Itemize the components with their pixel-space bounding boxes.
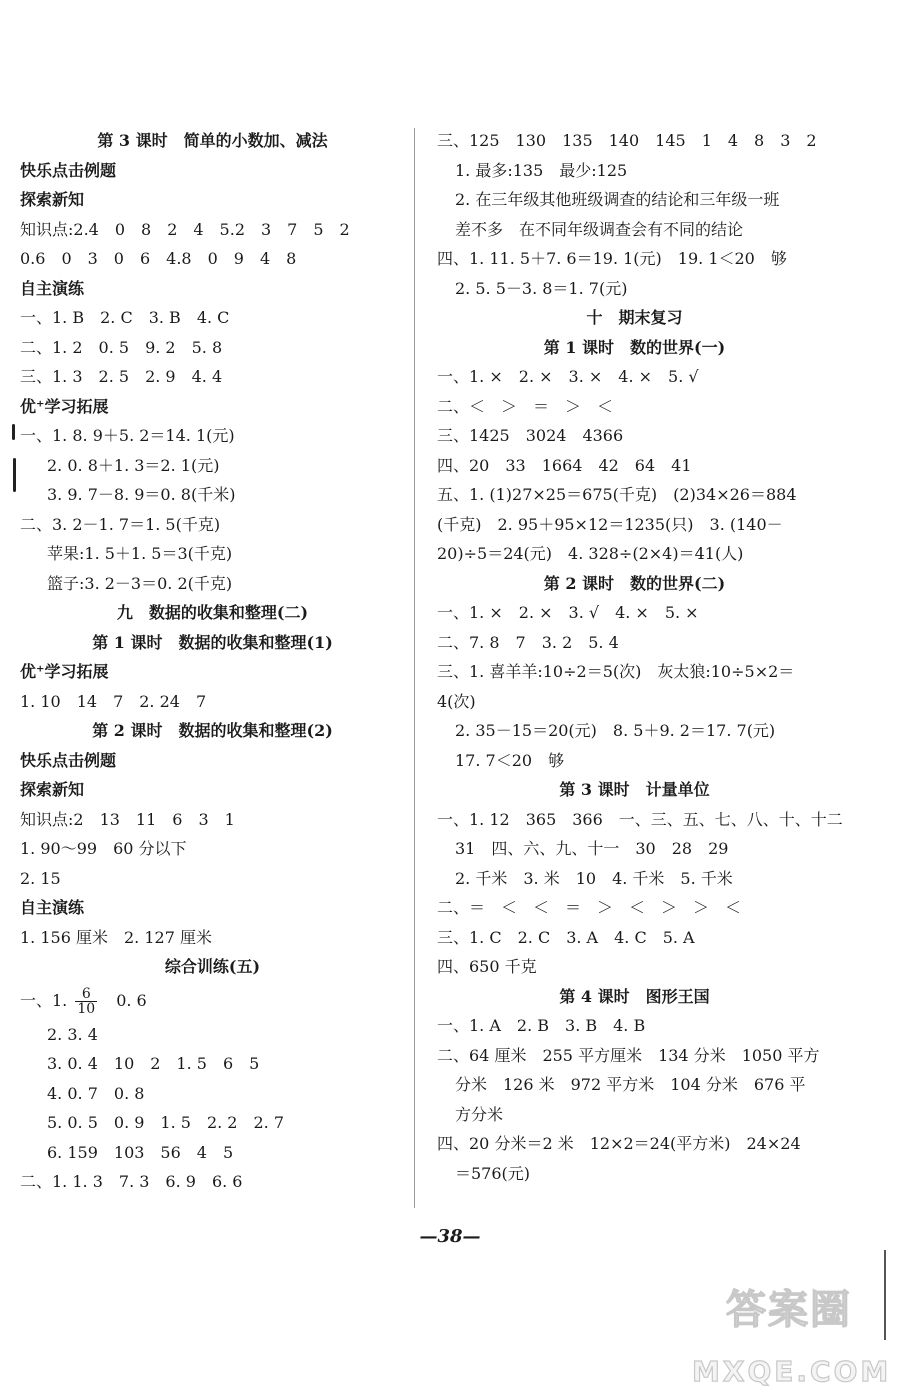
answer-line: 一、1. × 2. × 3. × 4. × 5. √ bbox=[437, 367, 699, 386]
answer-line: 17. 7＜20 够 bbox=[455, 750, 565, 770]
watermark bbox=[692, 1278, 892, 1388]
section-heading: 第 1 课时 数据的收集和整理(1) bbox=[92, 632, 333, 652]
answer-line: 1. 10 14 7 2. 24 7 bbox=[20, 691, 207, 711]
answer-line: 方分米 bbox=[455, 1104, 504, 1124]
answer-line: 3. 9. 7－8. 9＝0. 8(千米) bbox=[47, 485, 236, 504]
answer-line: 差不多 在不同年级调查会有不同的结论 bbox=[455, 219, 744, 239]
subheading: 探索新知 bbox=[20, 190, 85, 209]
answer-line: 1. 最多:135 最少:125 bbox=[455, 160, 628, 180]
answer-line: 一、1. A 2. B 3. B 4. B bbox=[437, 1016, 646, 1035]
section-heading: 九 数据的收集和整理(二) bbox=[116, 603, 309, 622]
answer-line: 四、20 33 1664 42 64 41 bbox=[437, 455, 692, 475]
subheading: 优⁺学习拓展 bbox=[20, 662, 109, 681]
answer-line: 二、1. 2 0. 5 9. 2 5. 8 bbox=[20, 337, 223, 357]
answer-line: 五、1. (1)27×25＝675(千克) (2)34×26＝884 bbox=[437, 485, 797, 504]
answer-line: 四、20 分米＝2 米 12×2＝24(平方米) 24×24 bbox=[437, 1134, 801, 1153]
answer-line: 三、1. 3 2. 5 2. 9 4. 4 bbox=[20, 367, 223, 386]
pen-mark bbox=[13, 458, 16, 492]
answer-line: 4. 0. 7 0. 8 bbox=[47, 1083, 145, 1103]
section-heading: 综合训练(五) bbox=[164, 957, 261, 976]
answer-line: 二、3. 2－1. 7＝1. 5(千克) bbox=[20, 514, 221, 534]
answer-line: 一、1. × 2. × 3. √ 4. × 5. × bbox=[437, 603, 699, 622]
answer-line: 5. 0. 5 0. 9 1. 5 2. 2 2. 7 bbox=[47, 1113, 285, 1132]
subheading: 快乐点击例题 bbox=[20, 750, 117, 770]
watermark-bottom: MXQE.COM bbox=[692, 1355, 892, 1388]
section-heading: 十 期末复习 bbox=[586, 308, 683, 327]
answer-line: 知识点:2.4 0 8 2 4 5.2 3 7 5 2 bbox=[20, 219, 350, 239]
answer-line: 4(次) bbox=[437, 691, 476, 711]
answer-line: 三、1425 3024 4366 bbox=[437, 426, 624, 445]
answer-line: 2. 35－15＝20(元) 8. 5＋9. 2＝17. 7(元) bbox=[455, 721, 776, 740]
section-heading: 第 2 课时 数的世界(二) bbox=[543, 573, 726, 593]
fraction-line: 一、1. $\frac{6}{10}$ 0. 6 bbox=[20, 985, 147, 1017]
answer-line: 2. 5. 5－3. 8＝1. 7(元) bbox=[455, 278, 628, 298]
answer-line: 分米 126 米 972 平方米 104 分米 676 平 bbox=[455, 1075, 806, 1094]
section-heading: 第 1 课时 数的世界(一) bbox=[543, 337, 726, 357]
answer-line: 二、64 厘米 255 平方厘米 134 分米 1050 平方 bbox=[437, 1045, 820, 1065]
answer-line: 1. 156 厘米 2. 127 厘米 bbox=[20, 927, 212, 947]
answer-line: 1. 90～99 60 分以下 bbox=[20, 839, 187, 858]
section-heading: 第 3 课时 计量单位 bbox=[559, 780, 710, 799]
pen-mark bbox=[12, 424, 15, 440]
answer-line: 3. 0. 4 10 2 1. 5 6 5 bbox=[47, 1054, 260, 1073]
answer-line: 二、＝ ＜ ＜ ＝ ＞ ＜ ＞ ＞ ＜ bbox=[437, 898, 742, 917]
watermark-top: 答案圈 bbox=[726, 1287, 852, 1333]
subheading: 优⁺学习拓展 bbox=[20, 396, 109, 416]
section-heading: 第 3 课时 简单的小数加、减法 bbox=[97, 131, 328, 150]
answer-line: 三、1. 喜羊羊:10÷2＝5(次) 灰太狼:10÷5×2＝ bbox=[437, 662, 795, 681]
answer-line: 四、1. 11. 5＋7. 6＝19. 1(元) 19. 1＜20 够 bbox=[437, 249, 787, 268]
answer-line: 2. 15 bbox=[20, 868, 61, 888]
answer-line: 苹果:1. 5＋1. 5＝3(千克) bbox=[47, 544, 233, 563]
left-column bbox=[20, 126, 405, 1197]
answer-line: 知识点:2 13 11 6 3 1 bbox=[20, 809, 235, 829]
answer-line: 20)÷5＝24(元) 4. 328÷(2×4)＝41(人) bbox=[437, 544, 744, 563]
column-divider bbox=[414, 128, 415, 1208]
fraction: $\frac{6}{10}$ bbox=[77, 985, 96, 1017]
answer-line: (千克) 2. 95＋95×12＝1235(只) 3. (140－ bbox=[437, 514, 783, 534]
answer-line: 三、1. C 2. C 3. A 4. C 5. A bbox=[437, 927, 695, 947]
answer-line: 2. 千米 3. 米 10 4. 千米 5. 千米 bbox=[455, 868, 733, 888]
answer-line: ＝576(元) bbox=[455, 1163, 531, 1183]
answer-line: 二、1. 1. 3 7. 3 6. 9 6. 6 bbox=[20, 1172, 243, 1191]
answer-line: 6. 159 103 56 4 5 bbox=[47, 1142, 234, 1162]
subheading: 自主演练 bbox=[20, 898, 85, 917]
answer-line: 31 四、六、九、十一 30 28 29 bbox=[455, 839, 729, 858]
page-number: —38— bbox=[419, 1226, 481, 1247]
answer-line: 一、1. 12 365 366 一、三、五、七、八、十、十二 bbox=[437, 809, 843, 829]
answer-line: 四、650 千克 bbox=[437, 957, 537, 976]
right-column bbox=[437, 126, 843, 1188]
subheading: 自主演练 bbox=[20, 278, 85, 298]
answer-line: 一、1. B 2. C 3. B 4. C bbox=[20, 308, 230, 327]
answer-line: 三、125 130 135 140 145 1 4 8 3 2 bbox=[437, 131, 817, 150]
subheading: 快乐点击例题 bbox=[20, 160, 117, 180]
answer-line: 2. 在三年级其他班级调查的结论和三年级一班 bbox=[455, 190, 780, 209]
answer-line: 2. 0. 8＋1. 3＝2. 1(元) bbox=[47, 455, 220, 475]
answer-line: 0.6 0 3 0 6 4.8 0 9 4 8 bbox=[20, 249, 297, 268]
subheading: 探索新知 bbox=[20, 780, 85, 799]
answer-line: 篮子:3. 2－3＝0. 2(千克) bbox=[47, 573, 233, 593]
answer-line: 一、1. 8. 9＋5. 2＝14. 1(元) bbox=[20, 426, 235, 445]
answer-line: 2. 3. 4 bbox=[47, 1024, 98, 1044]
section-heading: 第 2 课时 数据的收集和整理(2) bbox=[92, 721, 333, 740]
answer-line: 二、＜ ＞ ＝ ＞ ＜ bbox=[437, 396, 614, 416]
section-heading: 第 4 课时 图形王国 bbox=[559, 986, 710, 1006]
answer-line: 二、7. 8 7 3. 2 5. 4 bbox=[437, 632, 619, 652]
